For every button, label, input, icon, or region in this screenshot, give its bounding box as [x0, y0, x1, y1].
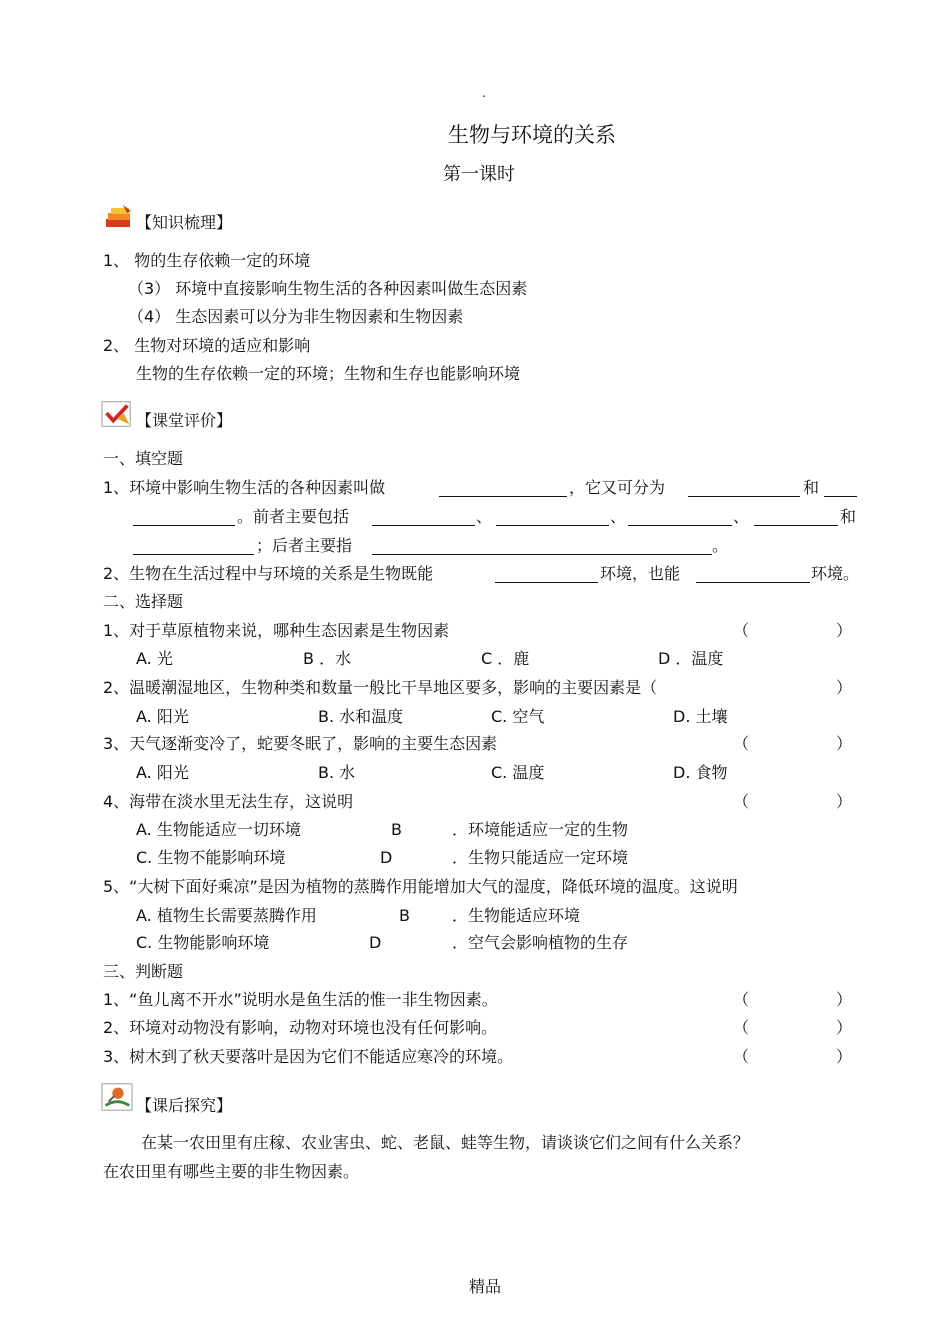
- option-c[interactable]: C. 生物能影响环境: [136, 933, 270, 952]
- page-footer: 精品: [469, 1277, 502, 1296]
- option-c[interactable]: C. 生物不能影响环境: [136, 848, 286, 867]
- top-dot: .: [482, 86, 486, 100]
- fill-heading: 一、填空题: [103, 449, 184, 468]
- answer-blank[interactable]: [495, 582, 598, 583]
- answer-paren-close: ）: [836, 1018, 853, 1037]
- option-d-text[interactable]: ．生物只能适应一定环境: [452, 848, 629, 867]
- answer-blank[interactable]: [696, 582, 810, 583]
- section-evaluation: 【课堂评价】: [136, 411, 233, 430]
- judge-heading: 三、判断题: [103, 962, 184, 981]
- option-d-letter[interactable]: D: [380, 848, 393, 867]
- fill-q2-text-c: 环境。: [811, 564, 860, 583]
- answer-paren-close: ）: [836, 621, 853, 640]
- answer-blank[interactable]: [496, 525, 609, 526]
- answer-blank[interactable]: [372, 554, 712, 555]
- answer-blank[interactable]: [628, 525, 732, 526]
- option-d[interactable]: D ．温度: [658, 649, 724, 668]
- option-b-text[interactable]: ．生物能适应环境: [452, 906, 581, 925]
- option-a[interactable]: A. 植物生长需要蒸腾作用: [136, 906, 317, 925]
- fill-he-2: 和: [840, 507, 857, 526]
- answer-blank[interactable]: [372, 525, 475, 526]
- answer-blank[interactable]: [688, 496, 800, 497]
- fill-end: 。: [712, 536, 729, 555]
- option-a[interactable]: A. 光: [136, 649, 173, 668]
- option-c[interactable]: C ．鹿: [481, 649, 530, 668]
- page-title: 生物与环境的关系: [448, 123, 616, 147]
- answer-paren-open[interactable]: （: [733, 1018, 750, 1037]
- answer-paren-open[interactable]: （: [733, 792, 750, 811]
- knowledge-line-1: 1、 物的生存依赖一定的环境: [103, 251, 311, 270]
- option-b-letter[interactable]: B: [391, 820, 402, 839]
- explore-icon: [101, 1082, 133, 1112]
- answer-paren-close: ）: [836, 1047, 853, 1066]
- judge-q1: 1、“鱼儿离不开水”说明水是鱼生活的惟一非生物因素。: [103, 990, 498, 1009]
- book-stack-icon: [103, 203, 135, 233]
- choice-q3: 3、天气逐渐变冷了，蛇要冬眠了，影响的主要生态因素: [103, 734, 498, 753]
- answer-blank[interactable]: [824, 496, 857, 497]
- option-a[interactable]: A. 生物能适应一切环境: [136, 820, 301, 839]
- option-b[interactable]: B. 水和温度: [318, 707, 404, 726]
- judge-q2: 2、环境对动物没有影响，动物对环境也没有任何影响。: [103, 1018, 498, 1037]
- fill-dun-2: 、: [610, 507, 627, 526]
- option-d-letter[interactable]: D: [369, 933, 382, 952]
- option-d[interactable]: D. 土壤: [673, 707, 728, 726]
- knowledge-line-3: （4） 生态因素可以分为非生物因素和生物因素: [128, 307, 464, 326]
- section-explore: 【课后探究】: [136, 1096, 233, 1115]
- fill-q2-text-a: 2、生物在生活过程中与环境的关系是生物既能: [103, 564, 434, 583]
- choice-heading: 二、选择题: [103, 592, 184, 611]
- option-b-letter[interactable]: B: [399, 906, 410, 925]
- page-subtitle: 第一课时: [443, 164, 515, 185]
- option-b[interactable]: B ．水: [303, 649, 352, 668]
- answer-blank[interactable]: [133, 554, 254, 555]
- option-b-text[interactable]: ．环境能适应一定的生物: [452, 820, 629, 839]
- fill-dun-3: 、: [733, 507, 750, 526]
- knowledge-line-2: （3） 环境中直接影响生物生活的各种因素叫做生态因素: [128, 279, 528, 298]
- choice-q5: 5、“大树下面好乘凉”是因为植物的蒸腾作用能增加大气的湿度，降低环境的温度。这说明: [103, 877, 738, 896]
- option-a[interactable]: A. 阳光: [136, 707, 189, 726]
- knowledge-line-5: 生物的生存依赖一定的环境；生物和生存也能影响环境: [136, 364, 521, 383]
- fill-q1-text-b: ，它又可分为: [569, 478, 666, 497]
- answer-paren-close: ）: [836, 678, 853, 697]
- fill-he-1: 和: [803, 478, 820, 497]
- choice-q1: 1、对于草原植物来说，哪种生态因素是生物因素: [103, 621, 450, 640]
- fill-q1-text-d: ；后者主要指: [256, 536, 353, 555]
- choice-q2: 2、温暖潮湿地区，生物种类和数量一般比干旱地区要多，影响的主要因素是（: [103, 678, 658, 697]
- fill-dun-1: 、: [476, 507, 493, 526]
- answer-paren-open[interactable]: （: [733, 734, 750, 753]
- answer-paren-open[interactable]: （: [733, 1047, 750, 1066]
- answer-paren-close: ）: [836, 990, 853, 1009]
- option-c[interactable]: C. 温度: [491, 763, 545, 782]
- explore-text-2: 在农田里有哪些主要的非生物因素。: [103, 1162, 360, 1181]
- answer-blank[interactable]: [754, 525, 838, 526]
- choice-q4: 4、海带在淡水里无法生存，这说明: [103, 792, 354, 811]
- answer-blank[interactable]: [439, 496, 567, 497]
- fill-q1-text-a: 1、环境中影响生物生活的各种因素叫做: [103, 478, 386, 497]
- explore-text-1: 在某一农田里有庄稼、农业害虫、蛇、老鼠、蛙等生物，请谈谈它们之间有什么关系？: [141, 1133, 750, 1152]
- option-a[interactable]: A. 阳光: [136, 763, 189, 782]
- answer-blank[interactable]: [133, 525, 235, 526]
- fill-q1-text-c: 。前者主要包括: [237, 507, 350, 526]
- answer-paren-open[interactable]: （: [733, 621, 750, 640]
- option-d[interactable]: D. 食物: [673, 763, 728, 782]
- fill-q2-text-b: 环境，也能: [600, 564, 681, 583]
- section-knowledge: 【知识梳理】: [136, 213, 233, 232]
- option-b[interactable]: B. 水: [318, 763, 356, 782]
- option-d-text[interactable]: ．空气会影响植物的生存: [452, 933, 629, 952]
- answer-paren-open[interactable]: （: [733, 990, 750, 1009]
- pen-checkmark-icon: [101, 399, 133, 429]
- judge-q3: 3、树木到了秋天要落叶是因为它们不能适应寒冷的环境。: [103, 1047, 514, 1066]
- answer-paren-close: ）: [836, 792, 853, 811]
- knowledge-line-4: 2、 生物对环境的适应和影响: [103, 336, 311, 355]
- option-c[interactable]: C. 空气: [491, 707, 545, 726]
- answer-paren-close: ）: [836, 734, 853, 753]
